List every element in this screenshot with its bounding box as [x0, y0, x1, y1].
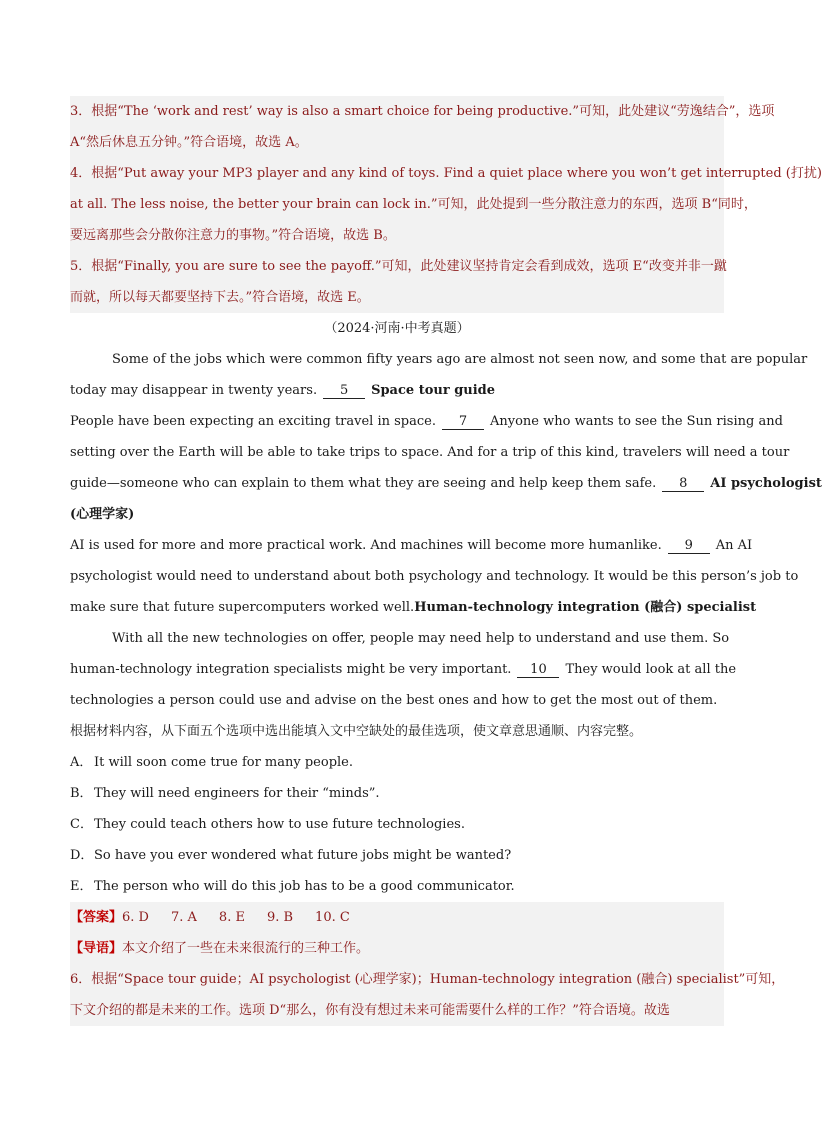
option-text: The person who will do this job has to be a good communicator.: [94, 879, 515, 894]
passage-line: Some of the jobs which were common fifty years ago are almost not seen now, and some that are popular: [112, 352, 808, 367]
passage-text: They would look at all the: [565, 662, 737, 677]
guide-label: 【导语】: [70, 941, 123, 956]
blank-10: 10: [517, 663, 559, 678]
explanation-6-line-2: 下文介绍的都是未来的工作。选项 D“那么，你有没有想过未来可能需要什么样的工作？”符合语境。故选: [70, 1003, 670, 1018]
passage-text: People have been expecting an exciting travel in space.: [70, 414, 436, 429]
passage-text: make sure that future supercomputers worked well.: [70, 600, 415, 615]
explanation-block-3-5: [70, 96, 822, 313]
option-letter: C．: [70, 817, 93, 832]
document-page: [70, 96, 822, 1026]
passage-text: AI is used for more and more practical work. And machines will become more humanlike.: [70, 538, 662, 553]
passage-line: technologies a person could use and advise on the best ones and how to get the most out of them.: [70, 693, 718, 708]
option-d: [70, 840, 724, 871]
answer-item: 10. C: [315, 910, 350, 925]
explanation-5-line-2: 而就，所以每天都要坚持下去。”符合语境，故选 E。: [70, 290, 370, 305]
options-list: [70, 747, 724, 902]
option-text: They will need engineers for their “minds”.: [94, 786, 380, 801]
heading-ai-psychologist-cn: (心理学家): [70, 507, 135, 522]
option-letter: E．: [70, 879, 93, 894]
answer-item: 9. B: [266, 910, 294, 925]
option-b: [70, 778, 724, 809]
passage-line: [70, 406, 783, 437]
passage-line: [70, 654, 737, 685]
option-text: It will soon come true for many people.: [94, 755, 354, 770]
answer-item: 7. A: [170, 910, 197, 925]
passage-text: human-technology integration specialists might be very important.: [70, 662, 512, 677]
option-letter: B．: [70, 786, 93, 801]
passage-line: [70, 375, 724, 406]
passage-text: An AI: [715, 538, 753, 553]
explanation-3-line-1: 3．根据“The ‘work and rest’ way is also a smart choice for being productive.”可知，此处建议“劳逸结合”，选项: [70, 104, 775, 119]
option-letter: A．: [70, 755, 93, 770]
option-c: [70, 809, 724, 840]
instruction: 根据材料内容，从下面五个选项中选出能填入文中空缺处的最佳选项，使文章意思通顺、内容完整。: [70, 724, 643, 739]
explanation-5-line-1: 5．根据“Finally, you are sure to see the payoff.”可知，此处建议坚持肯定会看到成效，选项 E“改变并非一蹴: [70, 259, 727, 274]
passage-line: [70, 530, 753, 561]
guide-line: [70, 933, 724, 964]
blank-5: 5: [323, 384, 365, 399]
explanation-4-line-1: 4．根据“Put away your MP3 player and any kind of toys. Find a quiet place where you won’t get interrupted (打扰): [70, 166, 822, 181]
heading-human-technology: Human-technology integration (融合) specialist: [414, 600, 757, 615]
passage-line: [70, 592, 757, 623]
option-text: So have you ever wondered what future jobs might be wanted?: [94, 848, 512, 863]
answer-block: [70, 902, 785, 1026]
heading-space-tour-guide: Space tour guide: [371, 383, 496, 398]
blank-9: 9: [668, 539, 710, 554]
passage-line: setting over the Earth will be able to take trips to space. And for a trip of this kind, travelers will need a tour: [70, 445, 790, 460]
option-letter: D．: [70, 848, 94, 863]
explanation-4-line-3: 要远离那些会分散你注意力的事物。”符合语境，故选 B。: [70, 228, 396, 243]
guide-text: 本文介绍了一些在未来很流行的三种工作。: [122, 941, 370, 956]
explanation-4-line-2: at all. The less noise, the better your brain can lock in.”可知，此处提到一些分散注意力的东西，选项 B“同时，: [70, 197, 757, 212]
option-a: [70, 747, 724, 778]
heading-ai-psychologist: AI psychologist: [710, 476, 822, 491]
passage-line: With all the new technologies on offer, people may need help to understand and use them. So: [112, 631, 730, 646]
passage-text: Anyone who wants to see the Sun rising and: [489, 414, 783, 429]
passage-line: [70, 468, 822, 499]
option-text: They could teach others how to use future technologies.: [94, 817, 465, 832]
answer-item: 6. D: [122, 910, 149, 925]
passage-text: today may disappear in twenty years.: [70, 383, 318, 398]
blank-7: 7: [442, 415, 484, 430]
answer-label: 【答案】: [70, 910, 123, 925]
source-label: （2024·河南·中考真题）: [324, 321, 470, 336]
explanation-3-line-2: A“然后休息五分钟。”符合语境，故选 A。: [70, 135, 308, 150]
option-e: [70, 871, 724, 902]
blank-8: 8: [662, 477, 704, 492]
explanation-6-line-1: 6．根据“Space tour guide；AI psychologist (心理学家)；Human-technology integration (融合) specialist”可知，: [70, 972, 785, 987]
answer-line: [70, 902, 724, 933]
passage: [70, 344, 822, 716]
passage-text: guide—someone who can explain to them what they are seeing and help keep them safe.: [70, 476, 657, 491]
passage-line: psychologist would need to understand about both psychology and technology. It would be this person’s job to: [70, 569, 799, 584]
answer-item: 8. E: [218, 910, 245, 925]
